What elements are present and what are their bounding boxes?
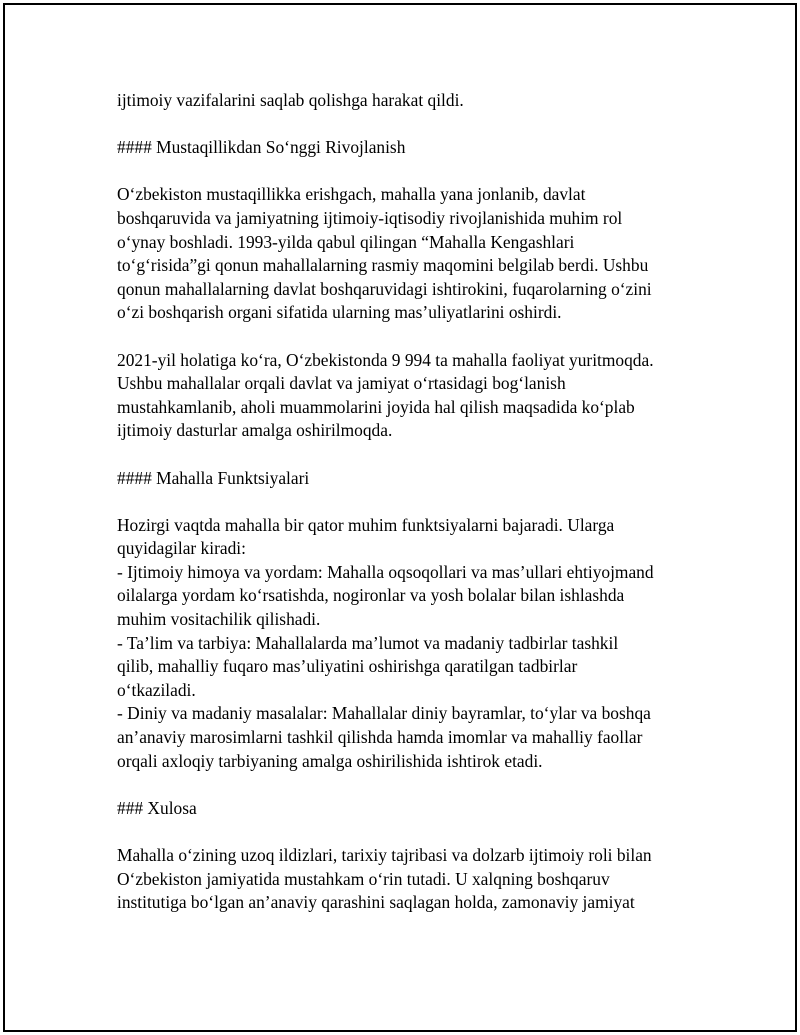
blank-line [117,160,697,184]
blank-line [117,773,697,797]
text-line: boshqaruvida va jamiyatning ijtimoiy-iqtisodiy rivojlanishida muhim rol [117,207,623,228]
text-line: O‘zbekiston jamiyatida mustahkam o‘rin tutadi. U xalqning boshqaruv [117,868,610,889]
list-item-line: an’anaviy marosimlarni tashkil qilishda hamda imomlar va mahalliy faollar [117,727,643,748]
text-line: o‘zi boshqarish organi sifatida ularning mas’uliyatlarini oshirdi. [117,302,562,323]
list-item-line: o‘tkaziladi. [117,679,196,700]
text-line: quyidagilar kiradi: [117,538,246,559]
text-line: Ushbu mahallalar orqali davlat va jamiyat o‘rtasidagi bog‘lanish [117,373,566,394]
text-line: o‘ynay boshladi. 1993-yilda qabul qilingan “Mahalla Kengashlari [117,231,575,252]
text-line: 2021-yil holatiga ko‘ra, O‘zbekistonda 9 994 ta mahalla faoliyat yuritmoqda. [117,349,654,370]
blank-line [117,820,697,844]
list-item-line: oilalarga yordam ko‘rsatishda, nogironlar va yosh bolalar bilan ishlashda [117,585,625,606]
section-heading: #### Mustaqillikdan So‘nggi Rivojlanish [117,137,406,158]
list-item-line: orqali axloqiy tarbiyaning amalga oshirilishida ishtirok etadi. [117,750,543,771]
text-line: to‘g‘risida”gi qonun mahallalarning rasmiy maqomini belgilab berdi. Ushbu [117,255,649,276]
list-item-line: qilib, mahalliy fuqaro mas’uliyatini oshirishga qaratilgan tadbirlar [117,656,578,677]
list-item-line: muhim vositachilik qilishadi. [117,609,321,630]
blank-line [117,113,697,137]
text-line: institutiga bo‘lgan an’anaviy qarashini saqlagan holda, zamonaviy jamiyat [117,892,635,913]
text-line: Hozirgi vaqtda mahalla bir qator muhim funktsiyalarni bajaradi. Ularga [117,514,615,535]
text-line: Mahalla o‘zining uzoq ildizlari, tarixiy tajribasi va dolzarb ijtimoiy roli bilan [117,845,652,865]
blank-line [117,443,697,467]
section-heading: ### Xulosa [117,797,197,818]
blank-line [117,490,697,514]
section-heading: #### Mahalla Funktsiyalari [117,467,310,488]
document-body [117,89,697,915]
text-line: ijtimoiy dasturlar amalga oshirilmoqda. [117,420,393,441]
text-line: ijtimoiy vazifalarini saqlab qolishga harakat qildi. [117,90,464,110]
list-item-line: - Ijtimoiy himoya va yordam: Mahalla oqsoqollari va mas’ullari ehtiyojmand [117,561,654,582]
list-item-line: - Diniy va madaniy masalalar: Mahallalar diniy bayramlar, to‘ylar va boshqa [117,703,651,724]
text-line: qonun mahallalarning davlat boshqaruvidagi ishtirokini, fuqarolarning o‘zini [117,278,652,299]
blank-line [117,325,697,349]
list-item-line: - Ta’lim va tarbiya: Mahallalarda ma’lumot va madaniy tadbirlar tashkil [117,632,619,653]
text-line: mustahkamlanib, aholi muammolarini joyida hal qilish maqsadida ko‘plab [117,396,635,417]
text-line: O‘zbekiston mustaqillikka erishgach, mahalla yana jonlanib, davlat [117,184,586,205]
